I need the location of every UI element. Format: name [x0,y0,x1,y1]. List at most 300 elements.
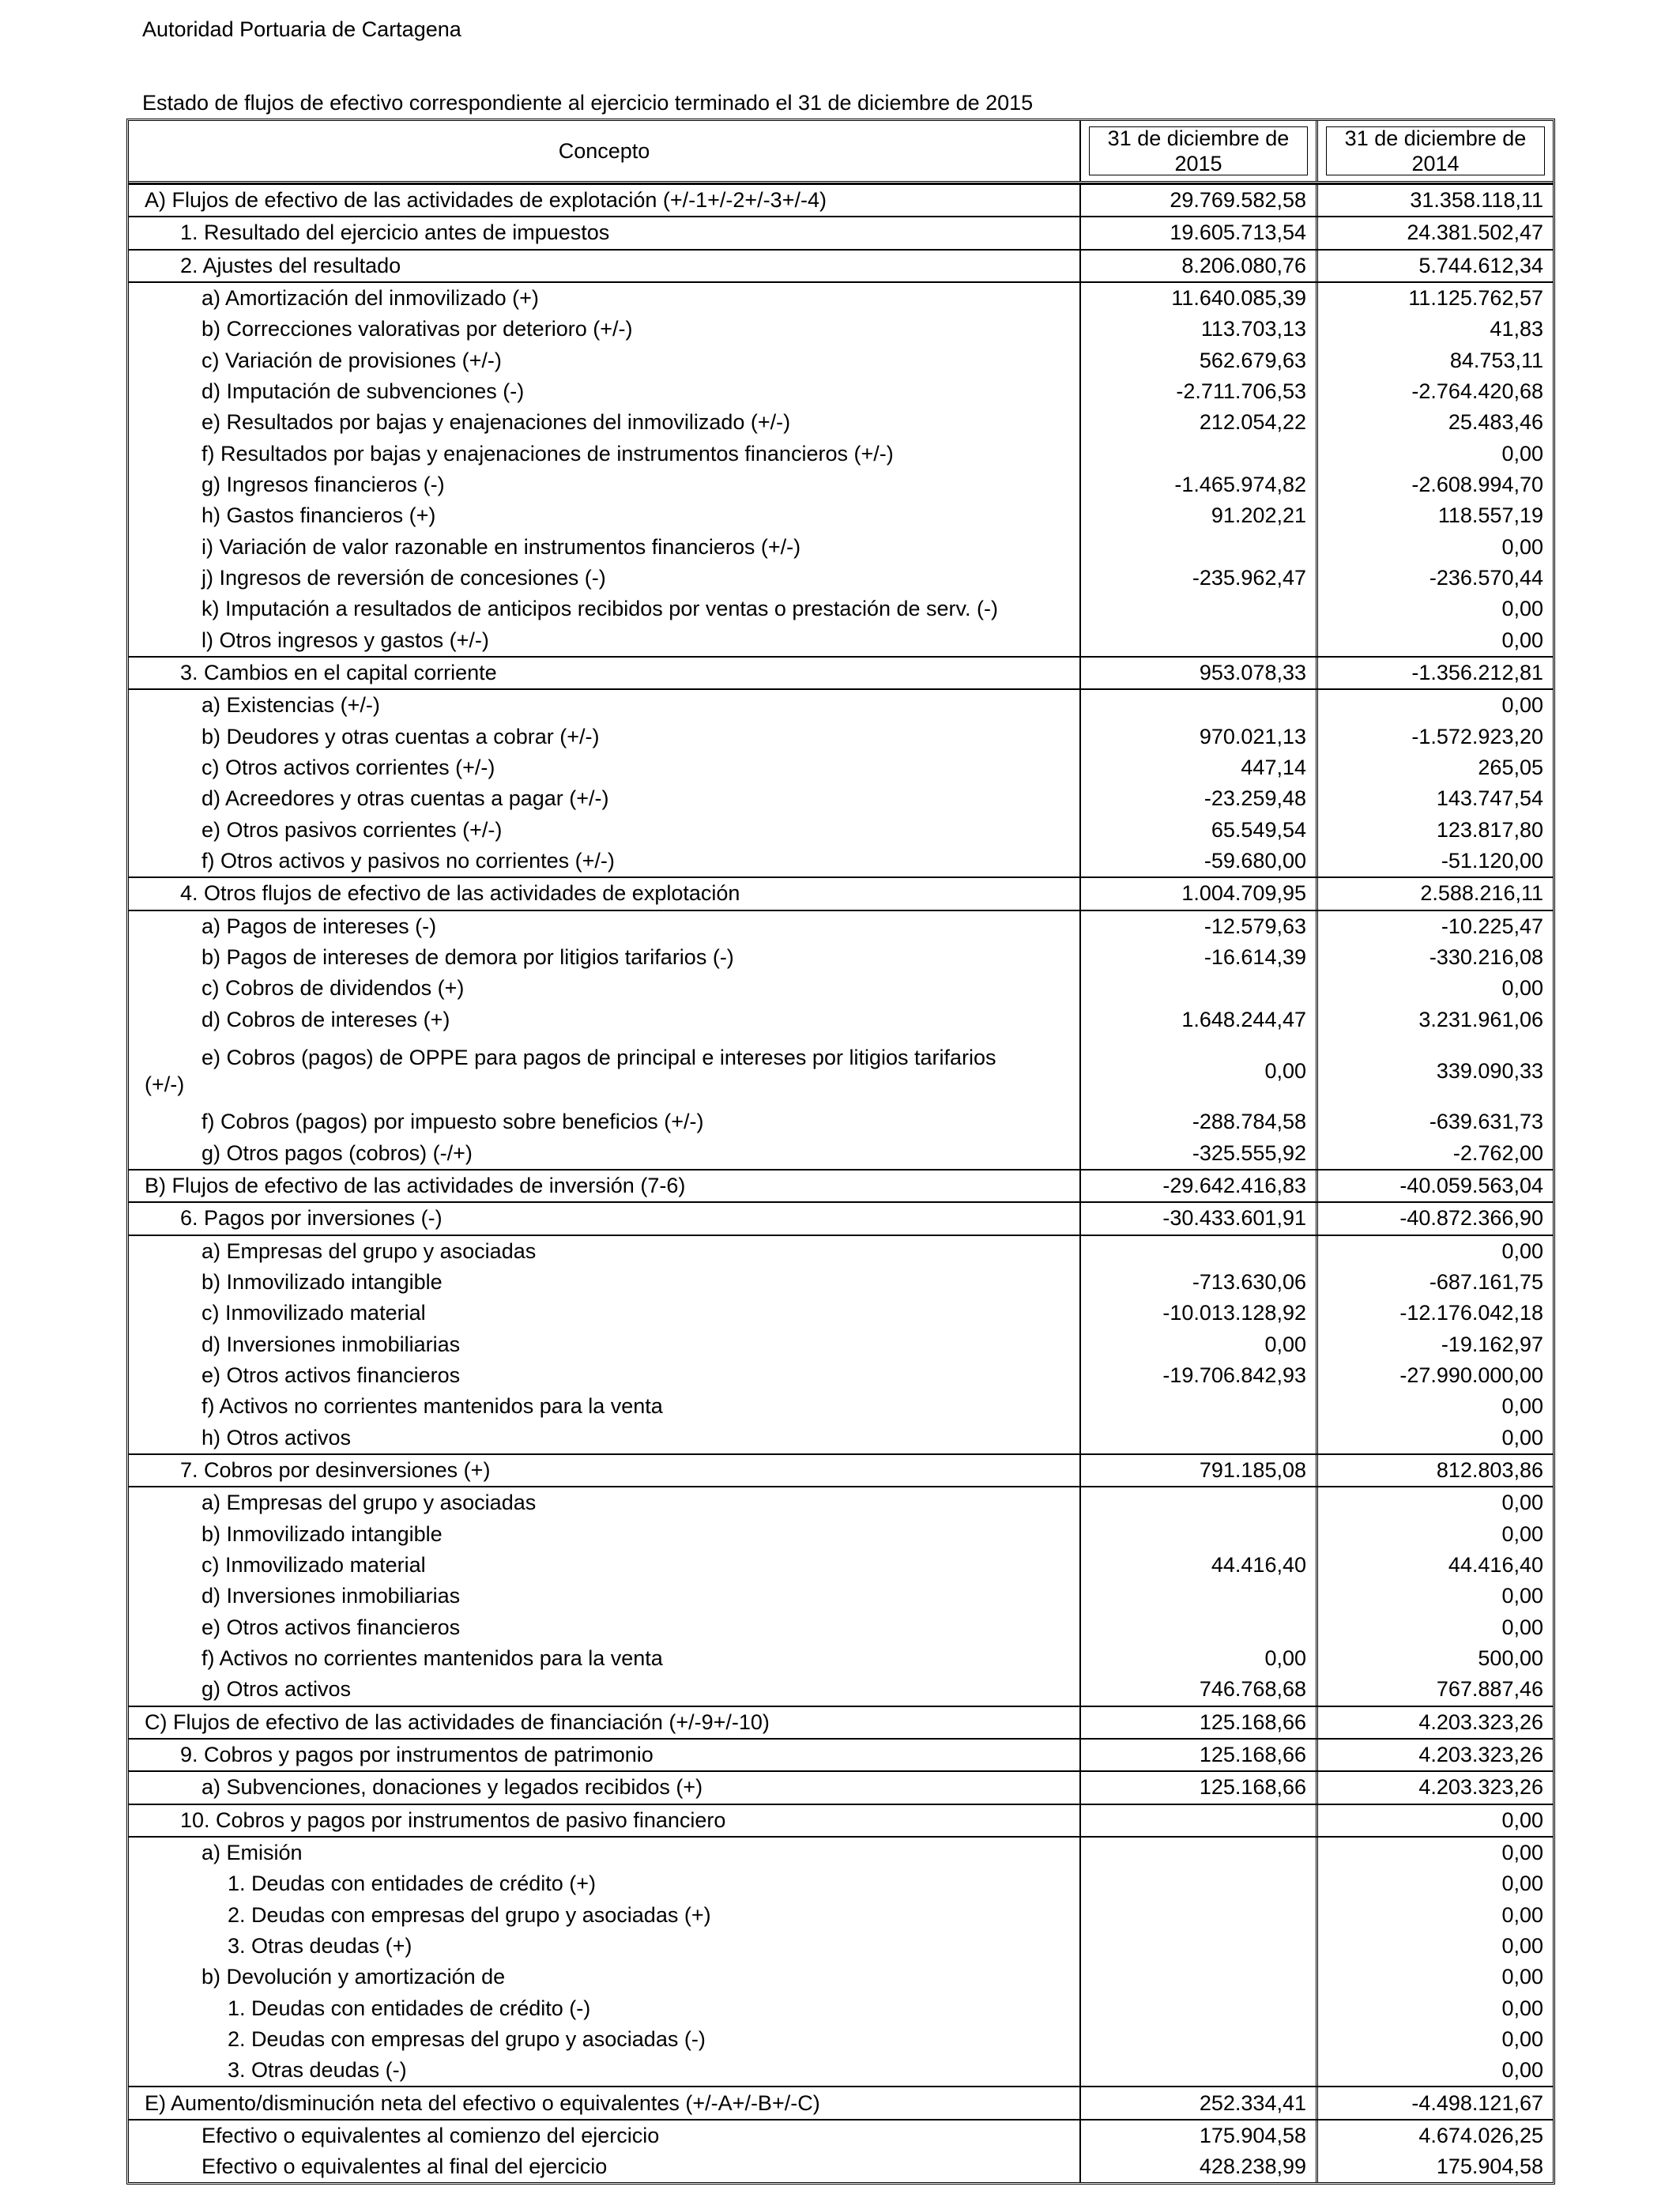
value-2014: 0,00 [1501,1808,1543,1832]
value-2015: 953.078,33 [1081,658,1318,688]
row-label [129,345,1081,376]
table-row [129,1804,1553,1836]
row-label-text: e) Otros pasivos corrientes (+/-) [202,817,503,842]
value-2014: 0,00 [1501,1841,1543,1864]
row-label-text: 2. Deudas con empresas del grupo y asociadas (+) [228,1902,711,1927]
table-row [129,752,1553,783]
value-2014: 339.090,33 [1436,1058,1543,1083]
table-row [129,314,1553,345]
value-2014: -51.120,00 [1441,849,1543,873]
table-row [129,876,1553,909]
row-label [129,2151,1081,2182]
table-row [129,910,1553,942]
value-2014: 123.817,80 [1436,817,1543,842]
value-2014: 4.203.323,26 [1418,1710,1543,1734]
value-2014: 0,00 [1501,1965,1543,1989]
row-label [129,2055,1081,2086]
row-label-text: d) Inversiones inmobiliarias [202,1584,461,1608]
value-2014: 11.125.762,57 [1408,286,1543,311]
value-2014: 0,00 [1501,1615,1543,1639]
header-col-2014-box [1326,126,1545,175]
row-label [129,1612,1081,1643]
row-label-text: A) Flujos de efectivo de las actividades de explotación (+/-1+/-2+/-3+/-4) [145,188,827,213]
value-2015 [1081,1487,1318,1518]
value-2014: 0,00 [1501,1425,1543,1449]
value-2015 [1081,532,1318,563]
row-label [129,469,1081,500]
table-row [129,1962,1553,1992]
row-label-text: a) Pagos de intereses (-) [202,914,437,938]
table-row [129,1900,1553,1931]
row-label [129,690,1081,721]
row-label-text: j) Ingresos de reversión de concesiones (-) [202,566,606,590]
value-2014: 44.416,40 [1448,1553,1543,1578]
row-label [129,625,1081,656]
row-label [129,1455,1081,1486]
row-label-text: Efectivo o equivalentes al comienzo del ejercicio [202,2123,660,2147]
table-row [129,594,1553,624]
row-label [129,1707,1081,1738]
value-2014: 5.744.612,34 [1418,253,1543,277]
value-2014: 0,00 [1501,1584,1543,1608]
row-label [129,594,1081,624]
row-label-text: h) Otros activos [202,1425,352,1449]
value-2014: 3.231.961,06 [1418,1007,1543,1031]
table-row [129,1770,1553,1803]
value-2015: 970.021,13 [1081,722,1318,752]
table-header [129,121,1553,183]
value-2014: 0,00 [1501,1491,1543,1515]
table-row [129,1706,1553,1738]
row-label-text: g) Otros activos [202,1677,352,1702]
value-2014: 2.588.216,11 [1420,881,1543,906]
row-label [129,2120,1081,2151]
value-2015: -19.706.842,93 [1081,1360,1318,1391]
table-row [129,722,1553,752]
row-label [129,752,1081,783]
table-row [129,1391,1553,1422]
value-2014: 143.747,54 [1436,786,1543,811]
table-row [129,249,1553,281]
row-label [129,1962,1081,1992]
row-label [129,1329,1081,1360]
value-2015: 212.054,22 [1081,407,1318,438]
row-label-text: b) Inmovilizado intangible [202,1270,443,1295]
value-2014: 500,00 [1478,1646,1543,1671]
value-2014: -1.572.923,20 [1411,724,1543,748]
table-row [129,345,1553,376]
value-2014: 0,00 [1501,1872,1543,1896]
cash-flow-table [126,119,1555,2185]
value-2015: -59.680,00 [1081,846,1318,876]
table-row [129,656,1553,688]
row-label [129,1298,1081,1329]
table-row [129,942,1553,973]
organization-name: Autoridad Portuaria de Cartagena [142,17,461,41]
value-2014: 4.203.323,26 [1418,1743,1543,1767]
row-label [129,376,1081,407]
value-2014: 0,00 [1501,693,1543,718]
row-label [129,658,1081,688]
value-2015 [1081,1612,1318,1643]
value-2014: -40.059.563,04 [1399,1174,1543,1198]
value-2015: 0,00 [1081,1329,1318,1360]
value-2015: -713.630,06 [1081,1267,1318,1298]
value-2015 [1081,2055,1318,2086]
value-2015: 29.769.582,58 [1081,185,1318,216]
row-label-text: c) Inmovilizado material [202,1301,426,1325]
row-label-text: f) Activos no corrientes mantenidos para la venta [202,1394,663,1419]
row-label [129,1423,1081,1453]
row-label [129,500,1081,531]
row-label-text: d) Acreedores y otras cuentas a pagar (+/-) [202,786,609,811]
table-row [129,2119,1553,2151]
row-label-text: k) Imputación a resultados de anticipos recibidos por ventas o prestación de serv. (-) [202,597,998,621]
value-2015: -29.642.416,83 [1081,1171,1318,1201]
row-label-text: 1. Deudas con entidades de crédito (+) [228,1872,597,1896]
header-concept: Concepto [129,121,1081,181]
value-2015: 113.703,13 [1081,314,1318,345]
row-label [129,1171,1081,1201]
header-col-2015 [1081,121,1318,181]
table-row [129,500,1553,531]
table-body [129,183,1553,2182]
value-2015 [1081,1805,1318,1836]
value-2014: 24.381.502,47 [1407,221,1543,245]
value-2014: -687.161,75 [1429,1270,1543,1295]
value-2014: -2.764.420,68 [1411,379,1543,404]
table-row [129,407,1553,438]
table-row [129,376,1553,407]
row-label [129,846,1081,876]
value-2014: -2.762,00 [1452,1140,1543,1165]
row-label [129,1931,1081,1962]
row-label [129,1519,1081,1550]
row-label [129,783,1081,814]
row-label-text: 9. Cobros y pagos por instrumentos de patrimonio [180,1743,654,1767]
row-label-text: b) Devolución y amortización de [202,1965,506,1989]
table-row [129,783,1553,814]
row-label-text: a) Existencias (+/-) [202,693,380,718]
row-label [129,2024,1081,2055]
value-2014: 0,00 [1501,534,1543,559]
table-row [129,2055,1553,2086]
row-label-text: 3. Otras deudas (-) [228,2058,407,2083]
row-label-text: a) Empresas del grupo y asociadas [202,1491,537,1515]
value-2015: -1.465.974,82 [1081,469,1318,500]
row-label-text: f) Cobros (pagos) por impuesto sobre beneficios (+/-) [202,1110,704,1134]
row-label-text: a) Subvenciones, donaciones y legados recibidos (+) [202,1775,703,1800]
row-label-text: 3. Otras deudas (+) [228,1933,412,1958]
value-2015: 175.904,58 [1081,2120,1318,2151]
row-label-text: d) Cobros de intereses (+) [202,1007,450,1031]
value-2014: 265,05 [1478,756,1543,780]
row-label [129,722,1081,752]
value-2015: -12.579,63 [1081,911,1318,942]
row-label-text: h) Gastos financieros (+) [202,503,436,528]
table-row [129,973,1553,1004]
table-row [129,1235,1553,1267]
value-2015: 125.168,66 [1081,1772,1318,1803]
row-label [129,1805,1081,1836]
value-2014: 4.203.323,26 [1418,1775,1543,1800]
table-row [129,1643,1553,1674]
row-label [129,1138,1081,1169]
row-label [129,1772,1081,1803]
value-2015: 0,00 [1081,1035,1318,1106]
row-label-text: 1. Deudas con entidades de crédito (-) [228,1996,591,2020]
value-2015 [1081,1838,1318,1868]
row-label-wrap [129,1044,996,1098]
value-2015: -16.614,39 [1081,942,1318,973]
row-label-text: 6. Pagos por inversiones (-) [180,1206,443,1231]
table-row [129,1868,1553,1899]
value-2014: 0,00 [1501,2026,1543,2051]
row-label [129,1674,1081,1705]
value-2015: -10.013.128,92 [1081,1298,1318,1329]
table-row [129,1453,1553,1486]
row-label [129,185,1081,216]
value-2014: 0,00 [1501,976,1543,1001]
row-label [129,1203,1081,1234]
value-2014: -1.356.212,81 [1411,661,1543,685]
row-label-line1: e) Cobros (pagos) de OPPE para pagos de principal e intereses por litigios tarifarios [202,1046,996,1070]
row-label-text: 4. Otros flujos de efectivo de las actividades de explotación [180,881,740,906]
value-2015 [1081,1992,1318,2023]
row-label [129,532,1081,563]
table-row [129,1992,1553,2023]
value-2014: 25.483,46 [1448,410,1543,435]
value-2015: 252.334,41 [1081,2087,1318,2118]
table-row [129,216,1553,248]
value-2015 [1081,1236,1318,1267]
row-label-text: a) Emisión [202,1841,303,1864]
row-label-text: f) Activos no corrientes mantenidos para la venta [202,1646,663,1671]
table-row [129,1360,1553,1391]
row-label-text: l) Otros ingresos y gastos (+/-) [202,628,489,652]
row-label-text: d) Inversiones inmobiliarias [202,1332,461,1356]
value-2015: -30.433.601,91 [1081,1203,1318,1234]
value-2014: 84.753,11 [1449,348,1543,372]
row-label [129,1900,1081,1931]
table-row [129,532,1553,563]
value-2014: -27.990.000,00 [1399,1363,1543,1388]
row-label [129,1550,1081,1581]
table-row [129,2151,1553,2182]
value-2014: 0,00 [1501,1996,1543,2020]
table-row [129,2024,1553,2055]
table-row [129,183,1553,216]
value-2015 [1081,973,1318,1004]
row-label-text: g) Otros pagos (cobros) (-/+) [202,1140,473,1165]
row-label [129,1035,1081,1106]
value-2015 [1081,1581,1318,1612]
table-row [129,1201,1553,1234]
row-label [129,1005,1081,1035]
table-row [129,469,1553,500]
table-row [129,563,1553,594]
value-2015 [1081,1391,1318,1422]
row-label-text: c) Otros activos corrientes (+/-) [202,756,495,780]
table-row [129,1035,1553,1106]
table-row [129,1674,1553,1705]
row-label-text: c) Inmovilizado material [202,1553,426,1578]
value-2014: 0,00 [1501,1394,1543,1419]
row-label-text: f) Otros activos y pasivos no corrientes (+/-) [202,849,615,873]
row-label [129,1106,1081,1137]
value-2015 [1081,625,1318,656]
row-label-text: d) Imputación de subvenciones (-) [202,379,525,404]
value-2014: -40.872.366,90 [1399,1206,1543,1231]
row-label-text: b) Correcciones valorativas por deterioro (+/-) [202,317,633,341]
row-label [129,1838,1081,1868]
value-2015 [1081,594,1318,624]
row-label-text: 1. Resultado del ejercicio antes de impuestos [180,221,610,245]
value-2015 [1081,1900,1318,1931]
row-label-text: a) Amortización del inmovilizado (+) [202,286,539,311]
value-2015: 791.185,08 [1081,1455,1318,1486]
row-label [129,1360,1081,1391]
row-label [129,1643,1081,1674]
row-label-text: b) Deudores y otras cuentas a cobrar (+/-) [202,724,600,748]
value-2014: -4.498.121,67 [1411,2090,1543,2115]
row-label [129,251,1081,281]
value-2014: 0,00 [1501,1521,1543,1546]
value-2015: 428.238,99 [1081,2151,1318,2182]
row-label [129,1487,1081,1518]
table-row [129,1550,1553,1581]
row-label-text: f) Resultados por bajas y enajenaciones de instrumentos financieros (+/-) [202,441,894,466]
value-2015: 125.168,66 [1081,1740,1318,1770]
table-row [129,1738,1553,1770]
value-2015 [1081,1423,1318,1453]
row-label-text: Efectivo o equivalentes al final del ejercicio [202,2154,608,2179]
value-2015 [1081,1931,1318,1962]
header-col-2015-box [1089,126,1308,175]
header-col-2014-label: 31 de diciembre de 2014 [1344,126,1527,175]
row-label [129,1236,1081,1267]
value-2014: 0,00 [1501,628,1543,652]
value-2015 [1081,1519,1318,1550]
value-2015 [1081,690,1318,721]
table-row [129,1486,1553,1518]
value-2014: -236.570,44 [1429,566,1543,590]
value-2015: 19.605.713,54 [1081,217,1318,248]
header-col-2014 [1318,121,1553,181]
row-label-text: 10. Cobros y pagos por instrumentos de pasivo financiero [180,1808,726,1832]
value-2014: -2.608.994,70 [1411,473,1543,497]
row-label [129,1992,1081,2023]
value-2014: -12.176.042,18 [1399,1301,1543,1325]
table-row [129,2086,1553,2118]
value-2015: 447,14 [1081,752,1318,783]
table-row [129,688,1553,721]
value-2014: 31.358.118,11 [1410,188,1543,213]
table-row [129,1005,1553,1035]
header-col-2015-label: 31 de diciembre de 2015 [1107,126,1290,175]
table-row [129,281,1553,314]
row-label-text: c) Cobros de dividendos (+) [202,976,465,1001]
row-label-text: b) Pagos de intereses de demora por litigios tarifarios (-) [202,945,734,970]
table-row [129,1298,1553,1329]
row-label-text: g) Ingresos financieros (-) [202,473,445,497]
statement-title: Estado de flujos de efectivo correspondiente al ejercicio terminado el 31 de diciembre de 2015 [142,91,1034,115]
value-2015: 65.549,54 [1081,815,1318,846]
row-label-text: a) Empresas del grupo y asociadas [202,1238,537,1263]
table-row [129,1138,1553,1169]
row-label-text: 3. Cambios en el capital corriente [180,661,497,685]
row-label-text: e) Otros activos financieros [202,1363,461,1388]
table-row [129,1581,1553,1612]
row-label-text: 2. Ajustes del resultado [180,253,401,277]
value-2015: 125.168,66 [1081,1707,1318,1738]
row-label [129,1581,1081,1612]
table-row [129,1612,1553,1643]
table-row [129,1836,1553,1868]
value-2015: 1.648.244,47 [1081,1005,1318,1035]
value-2015: 746.768,68 [1081,1674,1318,1705]
row-label-text: 2. Deudas con empresas del grupo y asociadas (-) [228,2026,706,2051]
value-2015: 91.202,21 [1081,500,1318,531]
row-label-text: e) Otros activos financieros [202,1615,461,1639]
row-label [129,1868,1081,1899]
table-row [129,846,1553,876]
row-label [129,815,1081,846]
row-label-line2: (+/-) [145,1072,185,1097]
value-2014: 0,00 [1501,597,1543,621]
row-label [129,407,1081,438]
value-2015 [1081,439,1318,469]
row-label [129,878,1081,909]
table-row [129,439,1553,469]
value-2014: 175.904,58 [1436,2154,1543,2179]
row-label [129,1267,1081,1298]
value-2014: 767.887,46 [1436,1677,1543,1702]
value-2014: -10.225,47 [1441,914,1543,938]
value-2015: 11.640.085,39 [1081,283,1318,314]
table-row [129,1931,1553,1962]
value-2014: 118.557,19 [1437,503,1543,528]
value-2014: -330.216,08 [1429,945,1543,970]
row-label [129,314,1081,345]
row-label-text: E) Aumento/disminución neta del efectivo o equivalentes (+/-A+/-B+/-C) [145,2090,820,2115]
row-label [129,942,1081,973]
row-label-text: i) Variación de valor razonable en instrumentos financieros (+/-) [202,534,801,559]
row-label [129,563,1081,594]
table-row [129,815,1553,846]
value-2014: -639.631,73 [1429,1110,1543,1134]
row-label [129,973,1081,1004]
value-2015 [1081,1962,1318,1992]
value-2015 [1081,2024,1318,2055]
row-label-text: 7. Cobros por desinversiones (+) [180,1458,491,1483]
row-label [129,2087,1081,2118]
value-2015: -288.784,58 [1081,1106,1318,1137]
value-2015: 562.679,63 [1081,345,1318,376]
value-2014: 0,00 [1501,2058,1543,2083]
row-label-text: b) Inmovilizado intangible [202,1521,443,1546]
row-label [129,1740,1081,1770]
table-row [129,1106,1553,1137]
value-2014: 4.674.026,25 [1418,2123,1543,2147]
value-2014: 0,00 [1501,441,1543,466]
row-label [129,911,1081,942]
row-label [129,283,1081,314]
value-2014: 0,00 [1501,1933,1543,1958]
table-row [129,1519,1553,1550]
value-2015: -2.711.706,53 [1081,376,1318,407]
value-2014: 41,83 [1490,317,1543,341]
